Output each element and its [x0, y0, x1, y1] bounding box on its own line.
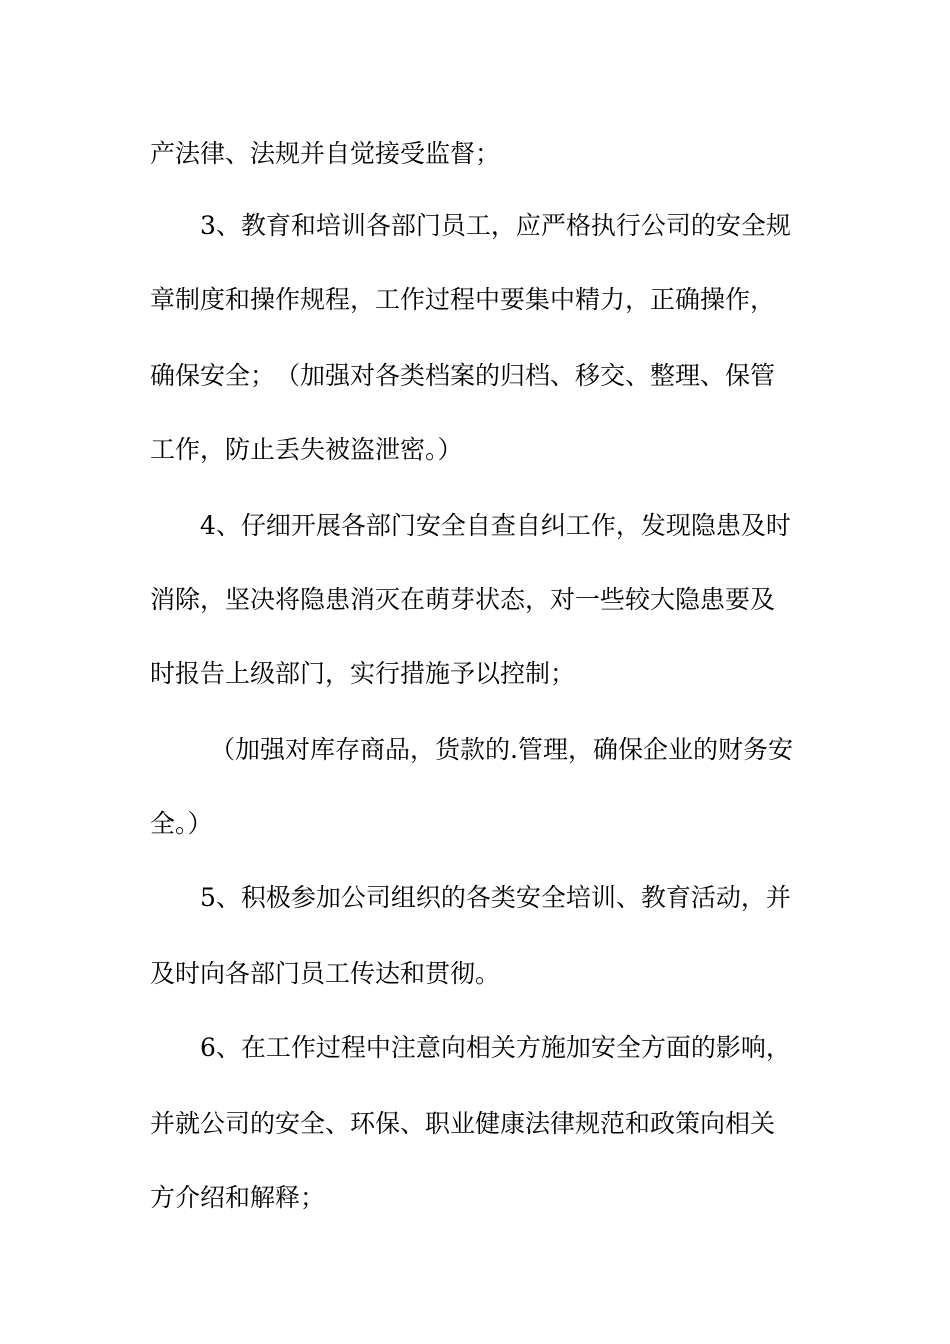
text-line: 章制度和操作规程，工作过程中要集中精力，正确操作，: [150, 285, 776, 314]
text-line: 并就公司的安全、环保、职业健康法律规范和政策向相关: [150, 1109, 776, 1138]
text-line: 工作，防止丢失被盗泄密。）: [150, 435, 463, 464]
text-line: 时报告上级部门，实行措施予以控制；: [150, 659, 576, 688]
paragraph-6-start: 6、在工作过程中注意向相关方施加安全方面的影响，: [200, 1033, 791, 1062]
text-line: 确保安全； （加强对各类档案的归档、移交、整理、保管: [150, 361, 776, 390]
paragraph-3-start: 3、教育和培训各部门员工，应严格执行公司的安全规: [200, 211, 791, 240]
paragraph-note-start: （加强对库存商品，货款的.管理，确保企业的财务安: [210, 735, 793, 764]
text-line: 及时向各部门员工传达和贯彻。: [150, 959, 501, 988]
text-line: 方介绍和解释；: [150, 1183, 326, 1212]
paragraph-4-start: 4、仔细开展各部门安全自查自纠工作，发现隐患及时: [200, 511, 791, 540]
text-line: 全。）: [150, 809, 213, 838]
paragraph-5-start: 5、积极参加公司组织的各类安全培训、教育活动，并: [200, 883, 791, 912]
text-line: 产法律、法规并自觉接受监督；: [150, 139, 501, 168]
text-line: 消除，坚决将隐患消灭在萌芽状态，对一些较大隐患要及: [150, 585, 776, 614]
